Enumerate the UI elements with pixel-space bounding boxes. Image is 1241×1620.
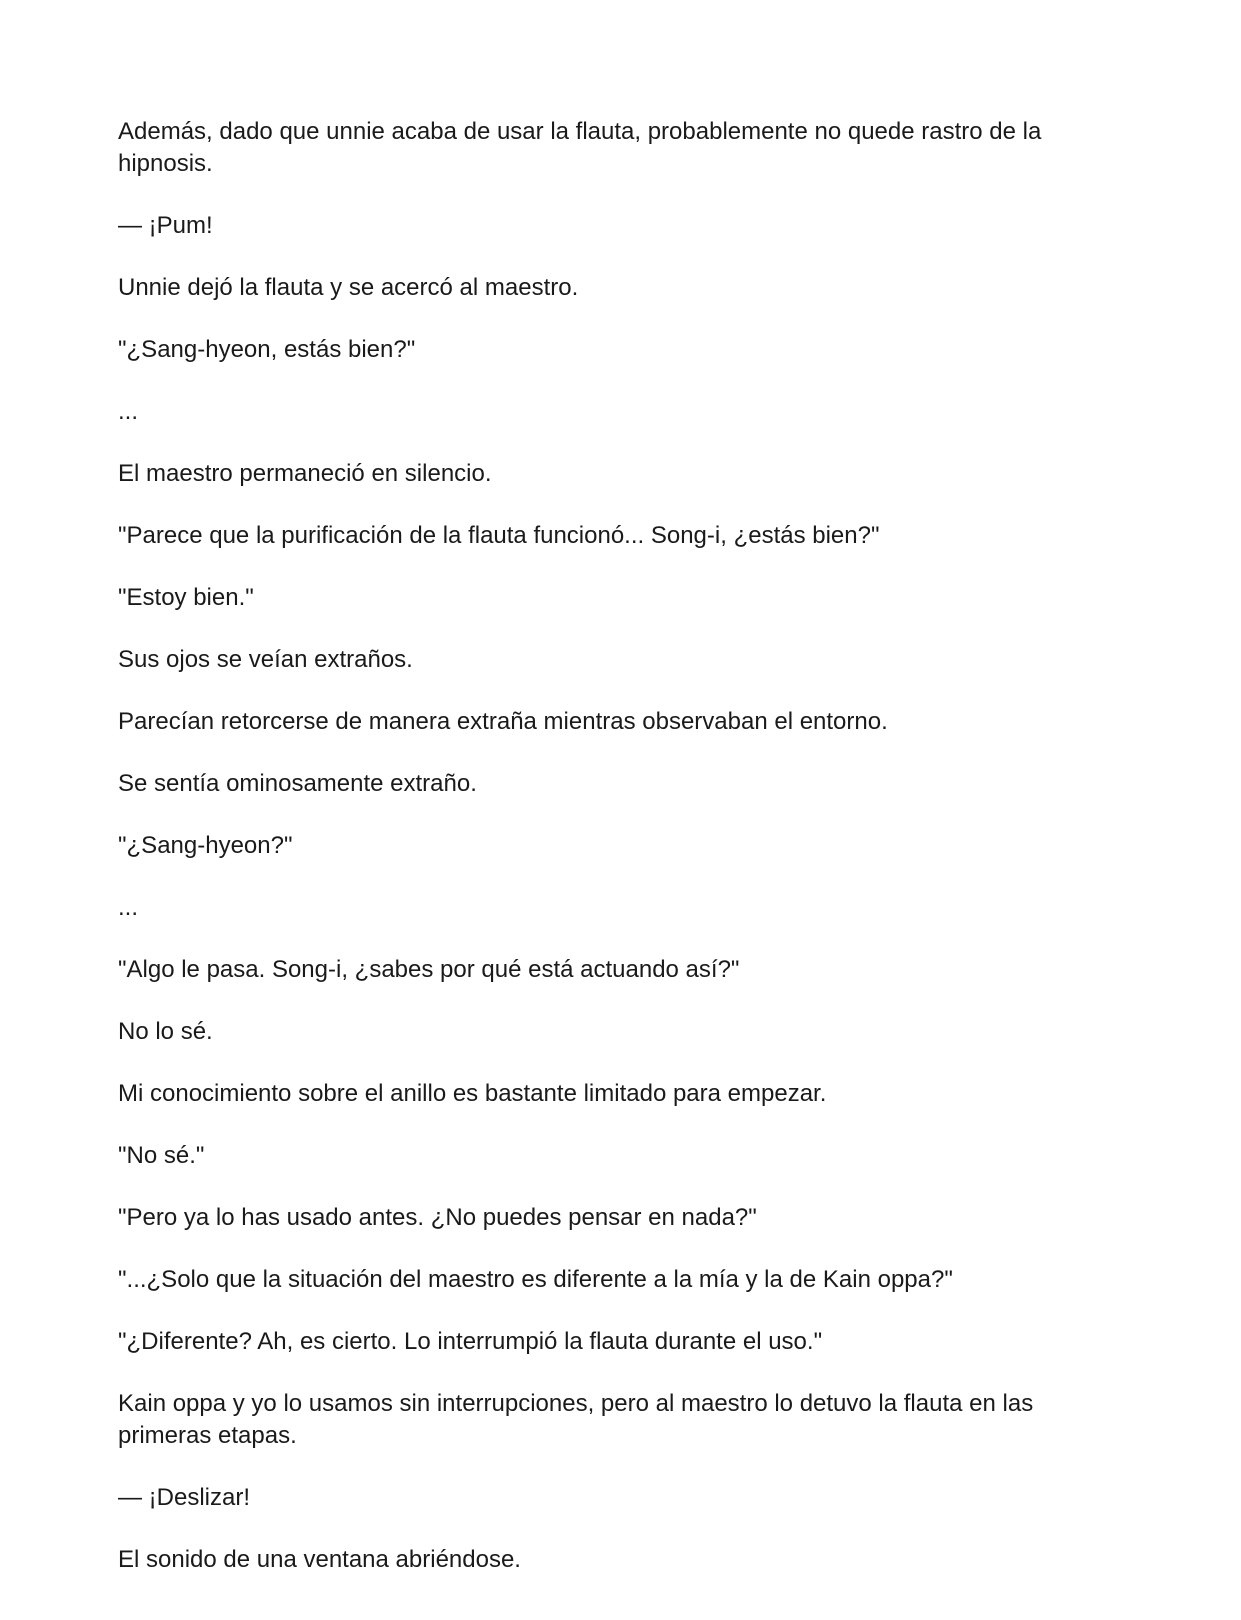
paragraph: ... [118,398,139,425]
paragraph: El maestro permaneció en silencio. [118,460,492,487]
paragraph: No lo sé. [118,1018,213,1045]
paragraph: Kain oppa y yo lo usamos sin interrupciones, pero al maestro lo detuvo la flauta en las primeras etapas. [118,1390,1034,1449]
paragraph: "Estoy bien." [118,584,254,611]
paragraph: "No sé." [118,1142,205,1169]
paragraph: "Algo le pasa. Song-i, ¿sabes por qué está actuando así?" [118,956,740,983]
paragraph: "Parece que la purificación de la flauta funcionó... Song-i, ¿estás bien?" [118,522,880,549]
paragraph: Mi conocimiento sobre el anillo es bastante limitado para empezar. [118,1080,827,1107]
paragraph: "¿Diferente? Ah, es cierto. Lo interrumpió la flauta durante el uso." [118,1328,823,1355]
paragraph: El sonido de una ventana abriéndose. [118,1546,521,1573]
paragraph: "...¿Solo que la situación del maestro es diferente a la mía y la de Kain oppa?" [118,1266,953,1293]
paragraph: Parecían retorcerse de manera extraña mientras observaban el entorno. [118,708,888,735]
paragraph: Unnie dejó la flauta y se acercó al maestro. [118,274,579,301]
paragraph: — ¡Pum! [118,212,213,239]
paragraph: Sus ojos se veían extraños. [118,646,413,673]
document-body [118,116,1123,1606]
paragraph: "¿Sang-hyeon, estás bien?" [118,336,416,363]
paragraph: "Pero ya lo has usado antes. ¿No puedes pensar en nada?" [118,1204,757,1231]
paragraph: "¿Sang-hyeon?" [118,832,293,859]
paragraph: — ¡Deslizar! [118,1484,251,1511]
paragraph: Además, dado que unnie acaba de usar la flauta, probablemente no quede rastro de la hipnosis. [118,118,1042,177]
paragraph: Se sentía ominosamente extraño. [118,770,477,797]
paragraph: ... [118,894,139,921]
